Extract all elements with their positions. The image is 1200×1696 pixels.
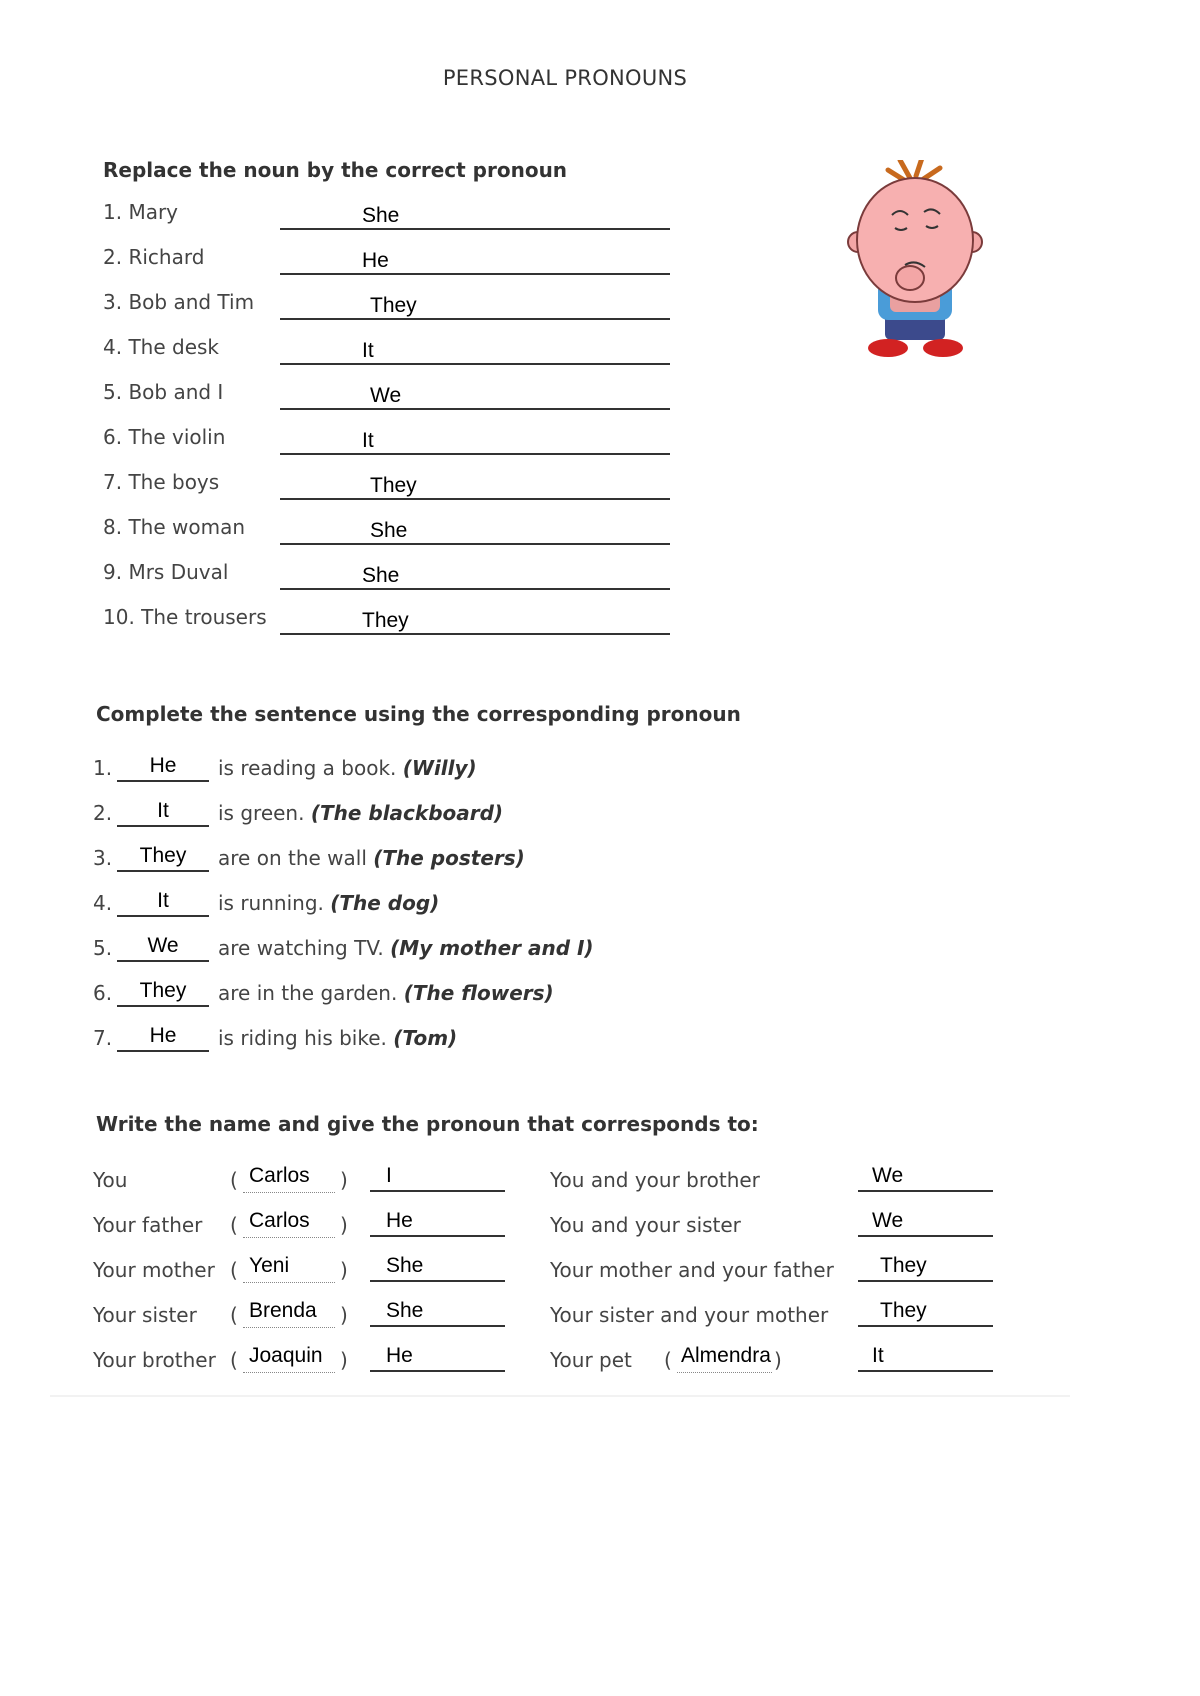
pronoun-answer: They (139, 844, 187, 867)
sentence-text (218, 756, 477, 780)
answer-line[interactable] (280, 515, 670, 545)
answer-line[interactable] (280, 245, 670, 275)
pronoun-answer: It (362, 339, 374, 362)
pronoun-line[interactable] (370, 1254, 505, 1282)
relation-label: Your sister and your mother (550, 1303, 829, 1327)
relation-label: Your mother (93, 1258, 215, 1282)
open-paren: ( (230, 1303, 238, 1327)
close-paren: ) (340, 1303, 348, 1327)
answer-line[interactable] (280, 605, 670, 635)
pronoun-line[interactable] (370, 1164, 505, 1192)
open-paren: ( (230, 1213, 238, 1237)
pronoun-answer: She (362, 204, 400, 227)
page-fold-divider (50, 1395, 1070, 1397)
answer-line[interactable] (280, 560, 670, 590)
noun-hint: (Tom) (393, 1026, 458, 1050)
item-number: 7. (93, 1026, 113, 1050)
person-name: Brenda (249, 1299, 317, 1322)
relation-label: You (93, 1168, 128, 1192)
pronoun-answer: They (139, 979, 187, 1002)
noun-hint: (The posters) (373, 846, 525, 870)
answer-line[interactable] (280, 380, 670, 410)
close-paren: ) (774, 1348, 782, 1372)
name-field[interactable] (243, 1164, 335, 1193)
pronoun-answer: It (157, 799, 169, 822)
pronoun-answer: They (370, 294, 417, 317)
pronoun-answer: I (386, 1164, 392, 1187)
pronoun-answer: It (872, 1344, 884, 1367)
noun-label: 10. The trousers (103, 605, 267, 629)
answer-blank[interactable] (117, 754, 209, 782)
pronoun-answer: They (880, 1299, 927, 1322)
name-field[interactable] (243, 1344, 335, 1373)
pronoun-line[interactable] (370, 1209, 505, 1237)
sentence-body: are on the wall (218, 846, 367, 870)
pronoun-answer: He (386, 1209, 413, 1232)
sentence-text (218, 1026, 457, 1050)
sentence-body: is reading a book. (218, 756, 397, 780)
answer-blank[interactable] (117, 844, 209, 872)
pronoun-answer: She (386, 1254, 424, 1277)
person-name: Yeni (249, 1254, 290, 1277)
answer-blank[interactable] (117, 799, 209, 827)
answer-blank[interactable] (117, 979, 209, 1007)
open-paren: ( (230, 1168, 238, 1192)
answer-line[interactable] (280, 335, 670, 365)
open-paren: ( (664, 1348, 672, 1372)
sentence-body: is green. (218, 801, 305, 825)
pronoun-line[interactable] (370, 1299, 505, 1327)
pronoun-answer: It (157, 889, 169, 912)
item-number: 2. (93, 801, 113, 825)
pronoun-answer: We (872, 1164, 904, 1187)
pronoun-line[interactable] (370, 1344, 505, 1372)
name-field[interactable] (243, 1254, 335, 1283)
sentence-text (218, 936, 594, 960)
section1-heading: Replace the noun by the correct pronoun (103, 158, 568, 182)
noun-label: 2. Richard (103, 245, 205, 269)
noun-hint: (The dog) (330, 891, 440, 915)
noun-label: 4. The desk (103, 335, 219, 359)
answer-blank[interactable] (117, 934, 209, 962)
sentence-text (218, 801, 503, 825)
relation-label: You and your brother (550, 1168, 760, 1192)
pronoun-answer: He (362, 249, 389, 272)
pronoun-answer: She (386, 1299, 424, 1322)
noun-hint: (The blackboard) (310, 801, 504, 825)
sentence-text (218, 846, 525, 870)
pet-name: Almendra (681, 1344, 771, 1367)
noun-label: 3. Bob and Tim (103, 290, 255, 314)
thinking-boy-illustration (840, 160, 990, 370)
name-field[interactable] (243, 1299, 335, 1328)
noun-label: 5. Bob and I (103, 380, 224, 404)
section3-heading: Write the name and give the pronoun that corresponds to: (96, 1112, 759, 1136)
pronoun-answer: They (880, 1254, 927, 1277)
item-number: 5. (93, 936, 113, 960)
person-name: Carlos (249, 1209, 310, 1232)
pronoun-line[interactable] (858, 1254, 993, 1282)
answer-line[interactable] (280, 470, 670, 500)
pronoun-answer: We (872, 1209, 904, 1232)
pronoun-line[interactable] (858, 1344, 993, 1372)
close-paren: ) (340, 1213, 348, 1237)
noun-label: 9. Mrs Duval (103, 560, 229, 584)
close-paren: ) (340, 1168, 348, 1192)
sentence-text (218, 891, 439, 915)
noun-label: 8. The woman (103, 515, 246, 539)
pronoun-line[interactable] (858, 1299, 993, 1327)
close-paren: ) (340, 1258, 348, 1282)
noun-hint: (Willy) (402, 756, 477, 780)
person-name: Carlos (249, 1164, 310, 1187)
sentence-body: are in the garden. (218, 981, 398, 1005)
pronoun-answer: He (149, 1024, 177, 1047)
item-number: 4. (93, 891, 113, 915)
section2-heading: Complete the sentence using the corresponding pronoun (96, 702, 741, 726)
pronoun-line[interactable] (858, 1209, 993, 1237)
person-name: Joaquin (249, 1344, 323, 1367)
pronoun-line[interactable] (858, 1164, 993, 1192)
answer-blank[interactable] (117, 1024, 209, 1052)
relation-label: Your father (93, 1213, 203, 1237)
pronoun-answer: It (362, 429, 374, 452)
answer-line[interactable] (280, 425, 670, 455)
noun-hint: (The flowers) (403, 981, 554, 1005)
pronoun-answer: She (362, 564, 400, 587)
name-field[interactable] (677, 1344, 772, 1373)
sentence-body: are watching TV. (218, 936, 384, 960)
relation-label: Your brother (93, 1348, 216, 1372)
pronoun-answer: They (362, 609, 409, 632)
answer-line[interactable] (280, 200, 670, 230)
sentence-text (218, 981, 554, 1005)
relation-label: Your sister (93, 1303, 197, 1327)
item-number: 3. (93, 846, 113, 870)
noun-label: 1. Mary (103, 200, 179, 224)
item-number: 1. (93, 756, 113, 780)
pronoun-answer: We (370, 384, 402, 407)
page-title: PERSONAL PRONOUNS (442, 66, 688, 90)
name-field[interactable] (243, 1209, 335, 1238)
noun-label: 7. The boys (103, 470, 220, 494)
pronoun-answer: She (370, 519, 408, 542)
item-number: 6. (93, 981, 113, 1005)
relation-label: Your pet (550, 1348, 632, 1372)
answer-line[interactable] (280, 290, 670, 320)
noun-hint: (My mother and I) (390, 936, 594, 960)
sentence-body: is riding his bike. (218, 1026, 387, 1050)
answer-blank[interactable] (117, 889, 209, 917)
pronoun-answer: He (149, 754, 177, 777)
pronoun-answer: They (370, 474, 417, 497)
open-paren: ( (230, 1258, 238, 1282)
sentence-body: is running. (218, 891, 324, 915)
close-paren: ) (340, 1348, 348, 1372)
pronoun-answer: We (147, 934, 179, 957)
relation-label: Your mother and your father (550, 1258, 834, 1282)
noun-label: 6. The violin (103, 425, 226, 449)
open-paren: ( (230, 1348, 238, 1372)
relation-label: You and your sister (550, 1213, 741, 1237)
pronoun-answer: He (386, 1344, 413, 1367)
